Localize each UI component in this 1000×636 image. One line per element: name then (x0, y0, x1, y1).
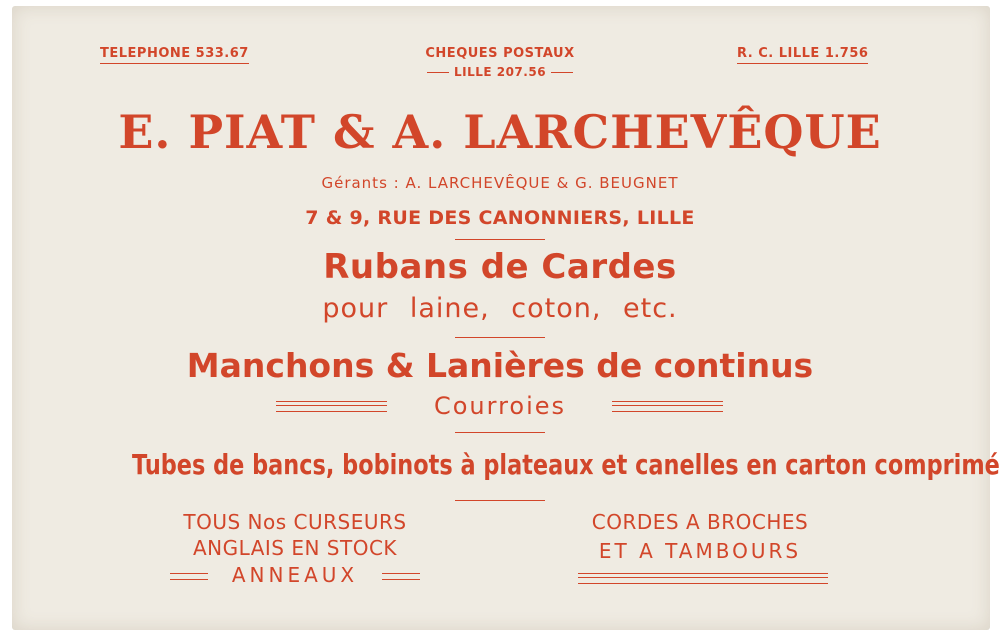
triple-rule-bottom (578, 573, 828, 584)
divider (455, 500, 545, 501)
cheques-postaux-number: LILLE 207.56 (420, 65, 580, 79)
rubans-subtitle: pour laine, coton, etc. (322, 293, 678, 324)
cursors-line-1: TOUS Nos CURSEURS (183, 510, 407, 534)
courroies-text: Courroies (433, 392, 567, 420)
rc-number-text: R. C. LILLE 1.756 (737, 46, 868, 64)
address-line: 7 & 9, RUE DES CANONNIERS, LILLE (305, 207, 695, 229)
double-rule-left (170, 573, 208, 580)
divider (455, 239, 545, 240)
telephone-text: TELEPHONE 533.67 (100, 46, 249, 64)
double-rule-right (382, 573, 420, 580)
divider (455, 337, 545, 338)
cursors-line-2: ANGLAIS EN STOCK (192, 536, 398, 560)
cheques-postaux-title: CHEQUES POSTAUX (425, 46, 575, 61)
cordes-line-1: CORDES A BROCHES (591, 510, 809, 534)
divider (455, 432, 545, 433)
manchons-title: Manchons & Lanières de continus (186, 346, 814, 385)
managers-line: Gérants : A. LARCHEVÊQUE & G. BEUGNET (321, 174, 679, 192)
rubans-title: Rubans de Cardes (323, 247, 677, 287)
cordes-line-2: ET A TAMBOURS (598, 539, 802, 563)
company-name: E. PIAT & A. LARCHEVÊQUE (118, 105, 882, 159)
triple-rule-right (612, 401, 723, 412)
triple-rule-left (276, 401, 387, 412)
tubes-line: Tubes de bancs, bobinots à plateaux et canelles en carton comprimé (132, 448, 1000, 481)
anneaux-text: ANNEAUX (231, 563, 359, 587)
